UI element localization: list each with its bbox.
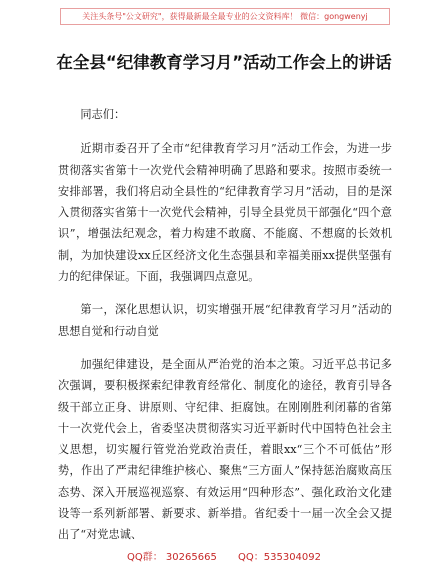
footer-contact — [0, 548, 448, 563]
document-body — [58, 104, 392, 558]
paragraph-discipline: 加强纪律建设，是全面从严治党的治本之策。习近平总书记多次强调，要积极探索纪律教育经常化、制度化的途径，教育引导各级干部立正身、讲原则、守纪律、拒腐蚀。在刚刚胜利闭幕的省第十一次党代会上，省委坚决贯彻落实习近平新时代中国特色社会主义思想，切实履行管党治党政治责任，着眼xx“三个不可低估”形势，作出了严肃纪律维护核心、聚焦“三方面人”保持惩治腐败高压态势、深入开展巡视巡察、有效运用“四种形态”、强化政治文化建设等一系列新部署、新要求、新举措。省纪委十一届一次全会又提出了“对党忠诚、 — [58, 357, 392, 542]
section-heading-1: 第一，深化思想认识，切实增强开展“纪律教育学习月”活动的思想自觉和行动自觉 — [58, 303, 392, 338]
footer-qq: QQ：535304092 — [238, 552, 322, 563]
paragraph-intro: 近期市委召开了全市“纪律教育学习月”活动工作会，为进一步贯彻落实省第十一次党代会精神明确了思路和要求。按照市委统一安排部署，我们将启动全县性的“纪律教育学习月”活动，目的是深入贯彻落实省第十一次党代会精神，引导全县党员干部强化“四个意识”，增强法纪观念，着力构建不敢腐、不能腐、不想腐的长效机制，为加快建设xx丘区经济文化生态强县和幸福美丽xx提供坚强有力的纪律保证。下面，我强调四点意见。 — [58, 142, 392, 284]
document-title: 在全县“纪律教育学习月”活动工作会上的讲话 — [56, 53, 392, 72]
header-banner: 关注头条号"公文研究"，获得最新最全最专业的公文资料库！ 微信：gongwenyj — [60, 8, 390, 25]
footer-qq-group: QQ群： 30265665 — [126, 552, 217, 563]
salutation: 同志们： — [80, 108, 126, 121]
